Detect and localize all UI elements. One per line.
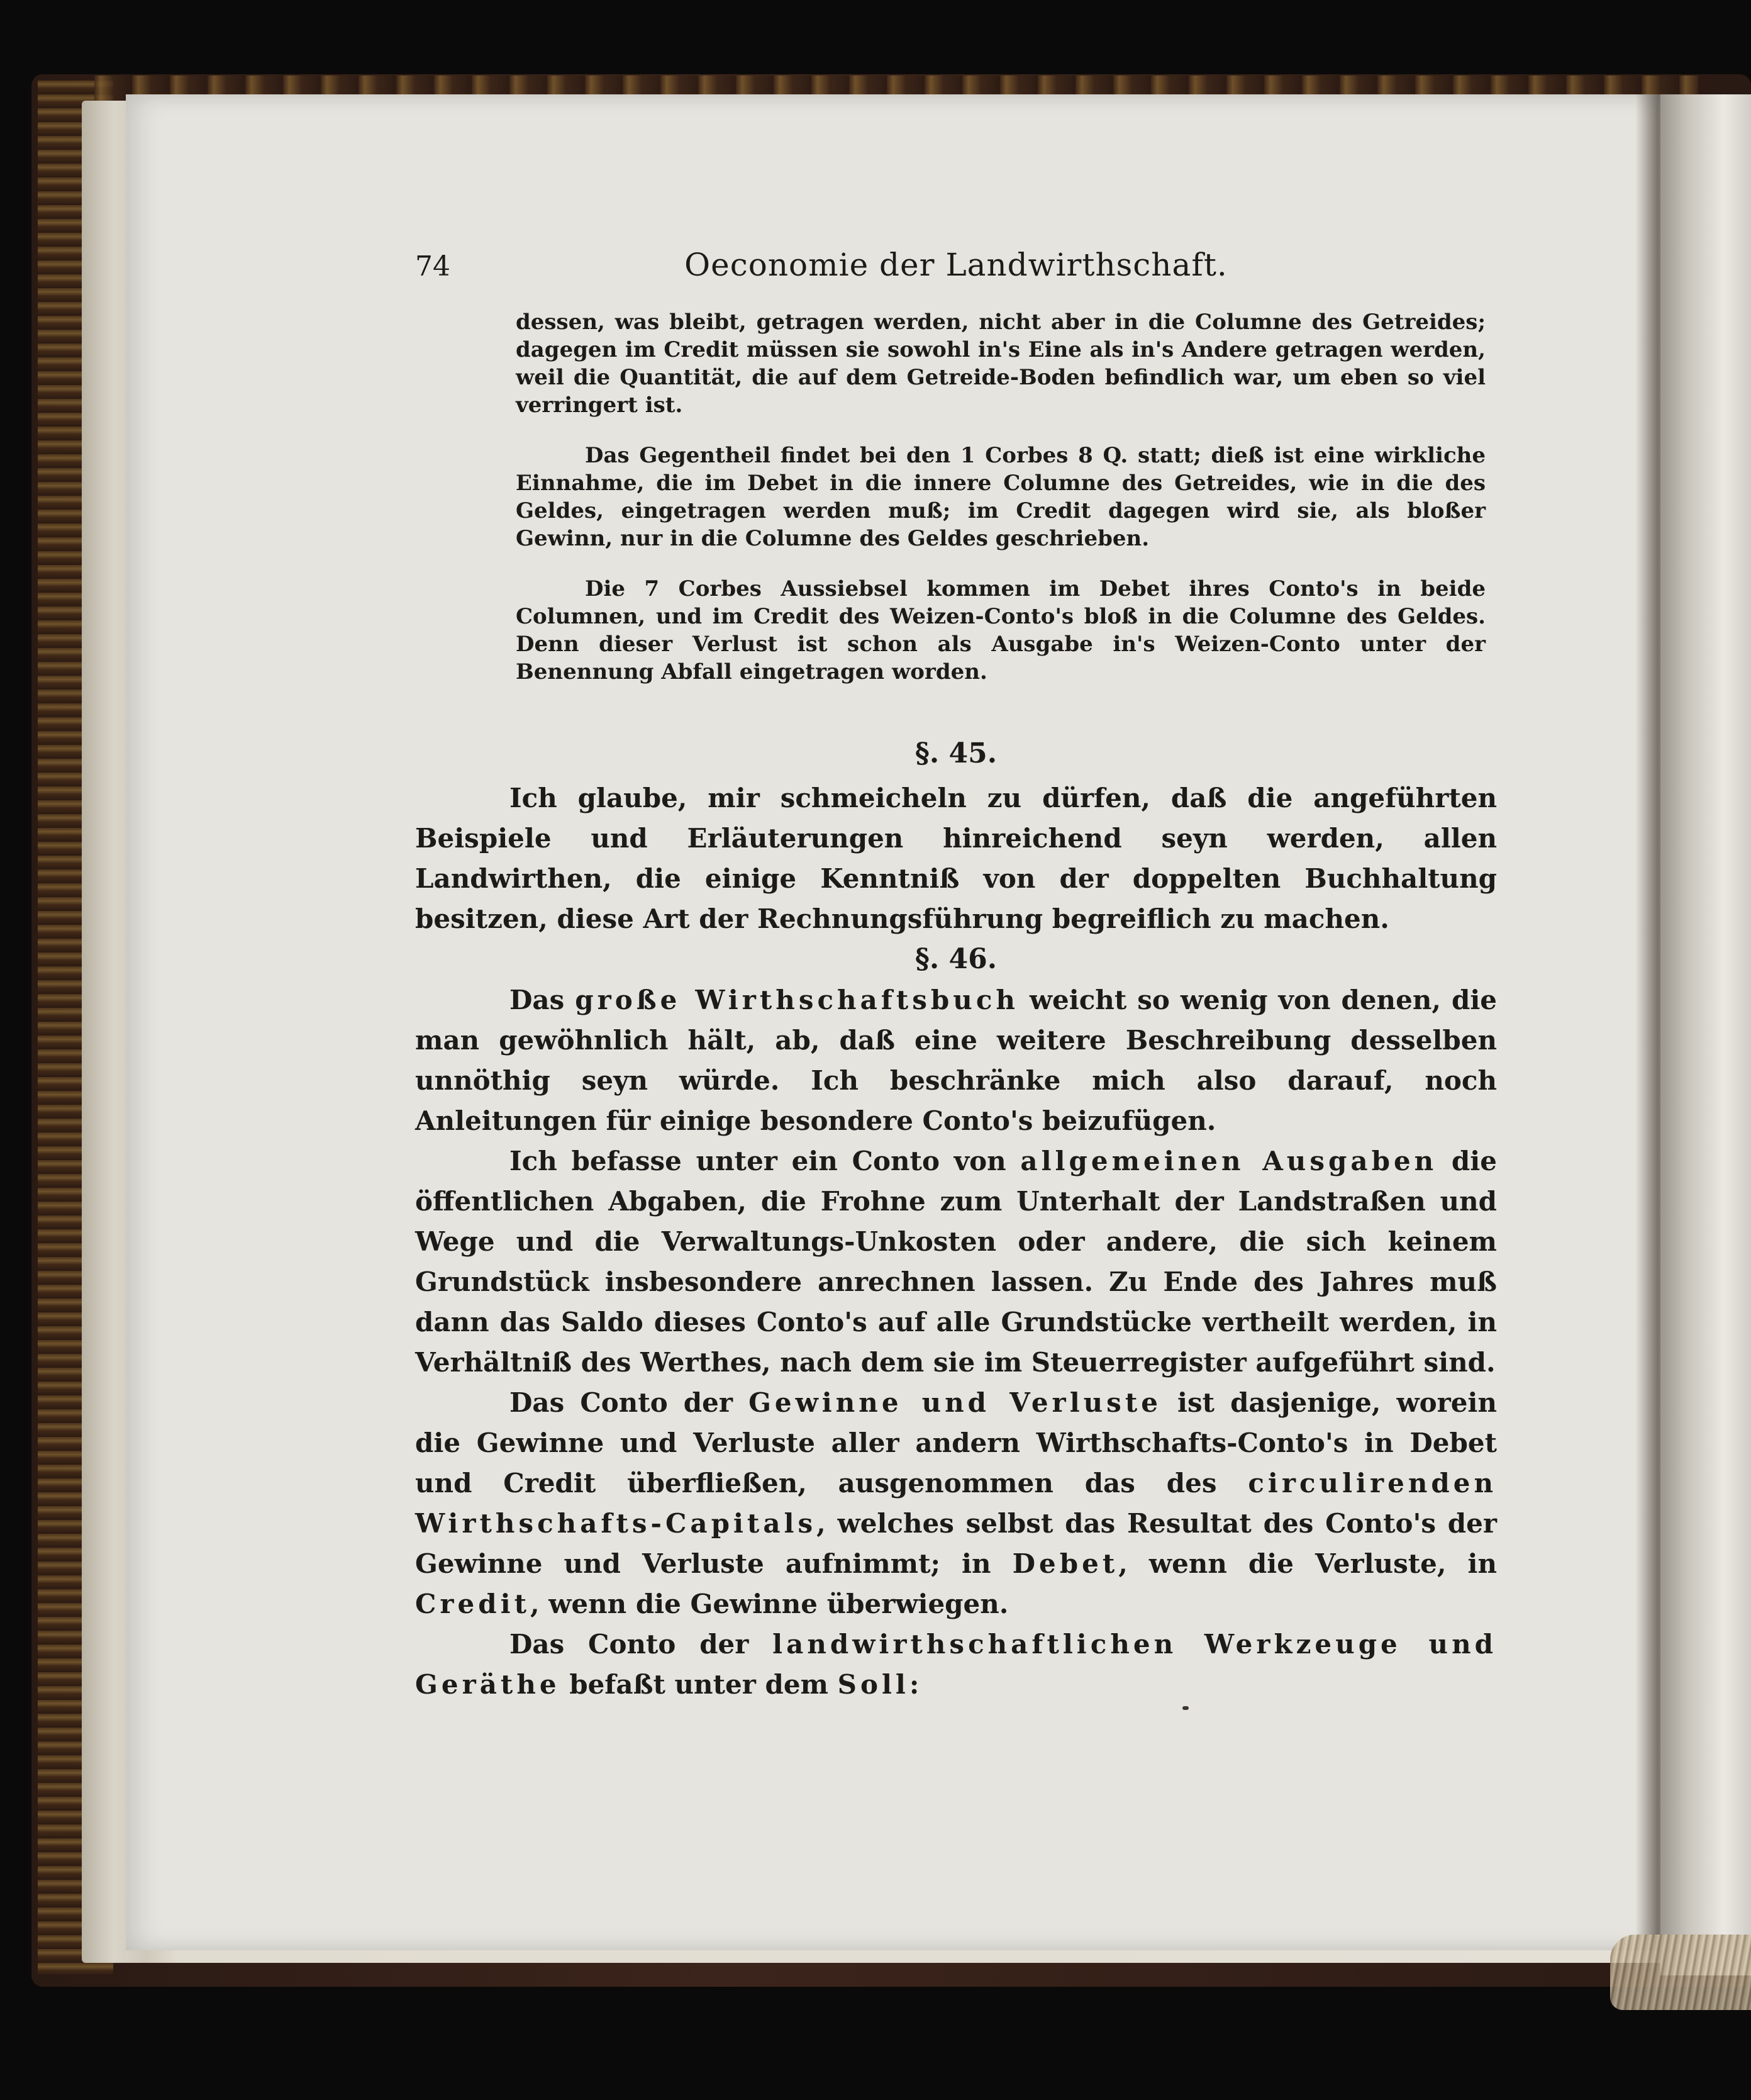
text-run: befaßt unter dem <box>560 1669 838 1700</box>
emphasis-run: Credit <box>415 1589 530 1619</box>
emphasis-run: allgemeinen Ausgaben <box>1020 1146 1438 1176</box>
text-run: , wenn die Verluste, in <box>1118 1548 1498 1579</box>
emphasis-run: Gewinne und Verluste <box>748 1387 1162 1418</box>
paragraph-46-2 <box>415 1141 1497 1383</box>
ink-speck <box>1182 1706 1189 1710</box>
facing-page-edge <box>1660 94 1751 1975</box>
emphasis-run: Soll <box>837 1669 909 1700</box>
section-heading-46: §. 46. <box>914 943 998 975</box>
emphasis-run: landwirthschaftlichen Werkzeuge und Geräthe <box>415 1629 1497 1700</box>
small-paragraph-3: Die 7 Corbes Aussiebsel kommen im Debet ihres Conto's in beide Columnen, und im Credit des Weizen-Conto's bloß in die Columne des Geldes. Denn dieser Verlust ist schon als Ausgabe in's Weizen-Conto unter der Benennung Abfall eingetragen worden. <box>516 576 1486 684</box>
text-run: Das Conto der <box>509 1387 749 1418</box>
paragraph-45: Ich glaube, mir schmeicheln zu dürfen, daß die angeführten Beispiele und Erläuterungen hinreichend seyn werden, allen Landwirthen, die einige Kenntniß von der doppelten Buchhaltung besitzen, diese Art der Rechnungsführung begreiflich zu machen. <box>415 783 1497 934</box>
bookmark-tassel <box>1610 1935 1751 2010</box>
text-run: Ich befasse unter ein Conto von <box>509 1146 1021 1176</box>
running-head: Oeconomie der Landwirthschaft. <box>684 247 1228 283</box>
paragraph-46-3 <box>415 1383 1497 1624</box>
text-run: die öffentlichen Abgaben, die Frohne zum Unterhalt der Landstraßen und Wege und die Verwaltungs-Unkosten oder andere, die sich keinem Grundstück insbesondere anrechnen lassen. Zu Ende des Jahres muß dann das Saldo dieses Conto's auf alle Grundstücke vertheilt werden, in Verhältniß des Werthes, nach dem sie im Steuerregister aufgeführt sind. <box>415 1146 1497 1378</box>
text-run: Das <box>509 985 575 1015</box>
page-text <box>415 239 1497 1705</box>
section-heading-45: §. 45. <box>914 737 998 769</box>
paragraph-46-4 <box>415 1624 1497 1705</box>
emphasis-run: circulirenden Wirthschafts-Capitals <box>415 1468 1497 1539</box>
text-run: : <box>909 1669 920 1700</box>
small-paragraph-2: Das Gegentheil findet bei den 1 Corbes 8 Q. statt; dieß ist eine wirkliche Einnahme, die im Debet in die innere Columne des Getreides, wie in die des Geldes, eingetragen werden muß; im Credit dagegen wird sie, als bloßer Gewinn, nur in die Columne des Geldes geschrieben. <box>516 443 1486 551</box>
page-number: 74 <box>415 250 450 282</box>
emphasis-run: Debet <box>1012 1548 1119 1579</box>
page-header <box>415 239 1497 308</box>
text-run: weicht so wenig von denen, die man gewöhnlich hält, ab, daß eine weitere Beschreibung desselben unnöthig seyn würde. Ich beschränke mich also darauf, noch Anleitungen für einige besondere Conto's beizufügen. <box>415 985 1497 1136</box>
text-run: , welches selbst das Resultat des Conto's der Gewinne und Verluste aufnimmt; in <box>415 1508 1497 1579</box>
text-run: Das Conto der <box>509 1629 773 1660</box>
text-run: , wenn die Gewinne überwiegen. <box>530 1589 1009 1619</box>
text-run: ist dasjenige, worein die Gewinne und Verluste aller andern Wirthschafts-Conto's in Debet und Credit überfließen, ausgenommen das des <box>415 1387 1497 1499</box>
paragraph-46-1 <box>415 980 1497 1141</box>
small-paragraph-1: dessen, was bleibt, getragen werden, nicht aber in die Columne des Getreides; dagegen im Credit müssen sie sowohl in's Eine als in's Andere getragen werden, weil die Quantität, die auf dem Getreide-Boden befindlich war, um eben so viel verringert ist. <box>516 310 1486 418</box>
emphasis-run: große Wirthschaftsbuch <box>575 985 1019 1015</box>
